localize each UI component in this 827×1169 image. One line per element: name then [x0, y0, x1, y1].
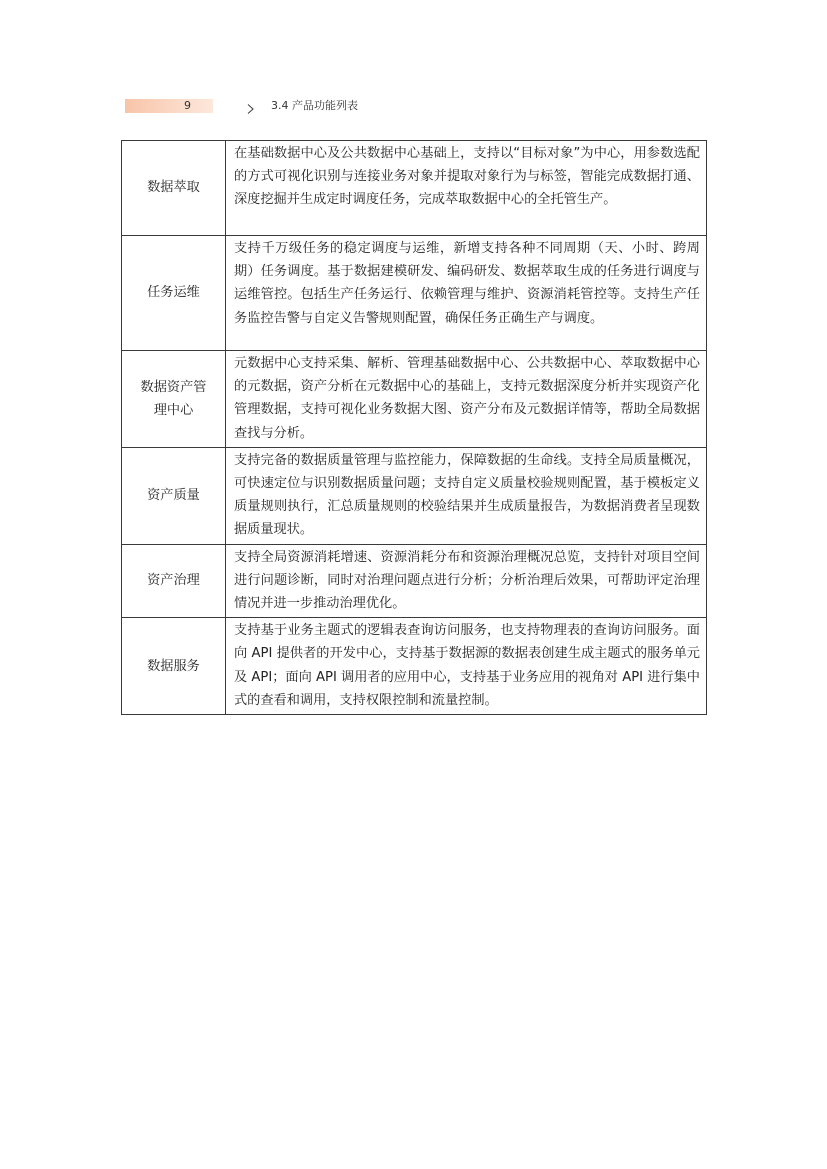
table-row: [122, 141, 707, 236]
feature-description: 支持全局资源消耗增速、资源消耗分布和资源治理概况总览，支持针对项目空间进行问题诊断，同时对治理问题点进行分析；分析治理后效果，可帮助评定治理情况并进一步推动治理优化。: [226, 544, 707, 618]
feature-description: 支持完备的数据质量管理与监控能力，保障数据的生命线。支持全局质量概况，可快速定位与识别数据质量问题；支持自定义质量校验规则配置，基于模板定义质量规则执行，汇总质量规则的校验结果并生成质量报告，为数据消费者呈现数据质量现状。: [226, 447, 707, 544]
page-number: 9: [184, 99, 191, 112]
page-header: [0, 0, 827, 120]
table-row: [122, 236, 707, 351]
table-row: [122, 447, 707, 544]
table-row: [122, 544, 707, 618]
page-number-bar: [125, 99, 213, 113]
feature-description: 元数据中心支持采集、解析、管理基础数据中心、公共数据中心、萃取数据中心的元数据，资产分析在元数据中心的基础上，支持元数据深度分析并实现资产化管理数据，支持可视化业务数据大图、资产分布及元数据详情等，帮助全局数据查找与分析。: [226, 351, 707, 448]
table-row: [122, 351, 707, 448]
chevron-right-icon: [246, 100, 256, 112]
table-row: [122, 618, 707, 715]
feature-name: 数据资产管理中心: [122, 351, 226, 448]
feature-name: 数据萃取: [122, 141, 226, 236]
feature-description: 支持基于业务主题式的逻辑表查询访问服务，也支持物理表的查询访问服务。面向 API 提供者的开发中心，支持基于数据源的数据表创建生成主题式的服务单元及 API；面向 API 调用者的应用中心，支持基于业务应用的视角对 API 进行集中式的查看和调用，支持权限控制和流量控制。: [226, 618, 707, 715]
section-title: 3.4 产品功能列表: [271, 99, 358, 112]
feature-description: 支持千万级任务的稳定调度与运维，新增支持各种不同周期（天、小时、跨周期）任务调度。基于数据建模研发、编码研发、数据萃取生成的任务进行调度与运维管控。包括生产任务运行、依赖管理与维护、资源消耗管控等。支持生产任务监控告警与自定义告警规则配置，确保任务正确生产与调度。: [226, 236, 707, 351]
feature-name: 资产质量: [122, 447, 226, 544]
feature-name: 数据服务: [122, 618, 226, 715]
feature-description: 在基础数据中心及公共数据中心基础上，支持以“目标对象”为中心，用参数选配的方式可视化识别与连接业务对象并提取对象行为与标签，智能完成数据打通、深度挖掘并生成定时调度任务，完成萃取数据中心的全托管生产。: [226, 141, 707, 236]
feature-table: [121, 140, 707, 715]
feature-name: 资产治理: [122, 544, 226, 618]
feature-name: 任务运维: [122, 236, 226, 351]
